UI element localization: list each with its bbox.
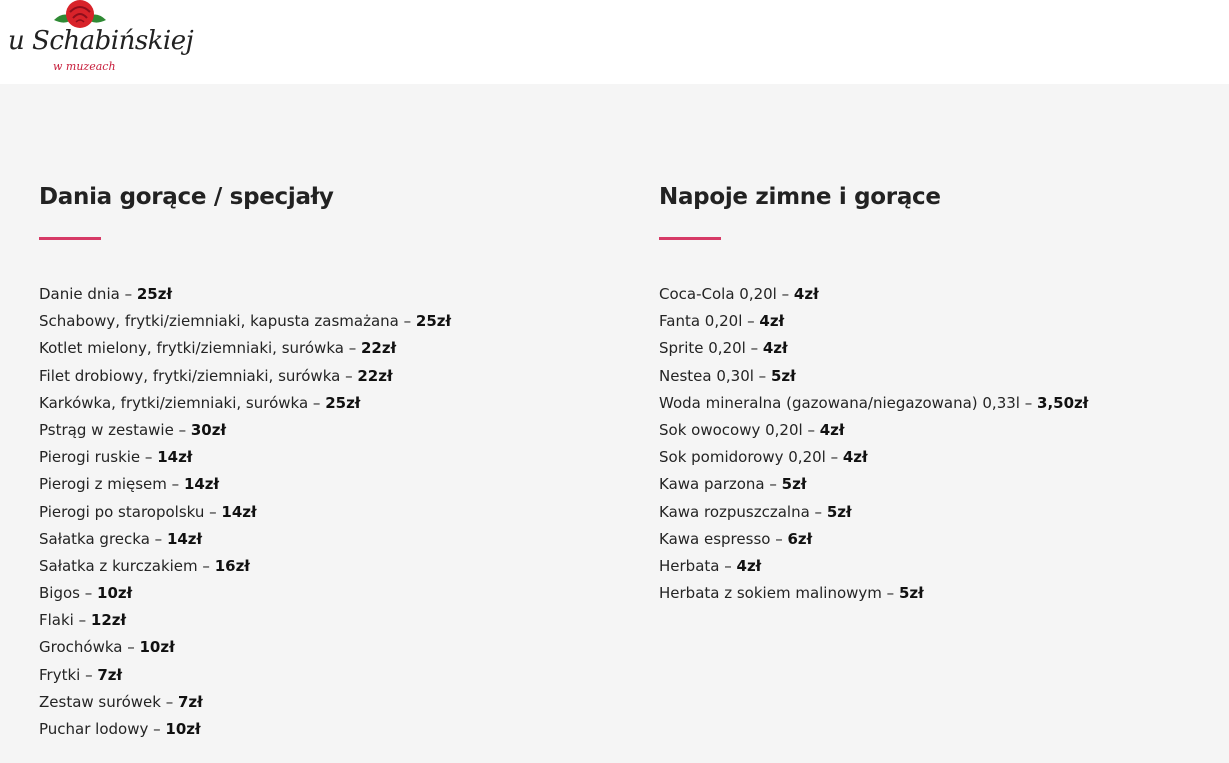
menu-item bbox=[39, 529, 599, 556]
price-separator: – bbox=[719, 556, 737, 575]
menu-item-price: 7zł bbox=[178, 692, 203, 711]
price-separator: – bbox=[340, 366, 358, 385]
menu-item-price: 7zł bbox=[97, 665, 123, 684]
menu-item-price: 4zł bbox=[762, 339, 788, 358]
menu-item-name: Flaki bbox=[39, 611, 74, 630]
menu-item-name: Pierogi z mięsem bbox=[39, 475, 167, 494]
price-separator: – bbox=[166, 475, 184, 494]
menu-item-name: Fanta 0,20l bbox=[659, 312, 743, 331]
menu-item-name: Woda mineralna (gazowana/niegazowana) 0,33l bbox=[659, 393, 1020, 412]
menu-item bbox=[659, 502, 1219, 529]
menu-item-name: Sałatka grecka bbox=[39, 529, 150, 548]
menu-item bbox=[39, 366, 599, 393]
menu-item bbox=[659, 393, 1219, 420]
menu-item bbox=[39, 447, 599, 474]
logo[interactable] bbox=[8, 0, 194, 80]
menu-item-price: 5zł bbox=[770, 366, 796, 385]
menu-item-name: Nestea 0,30l bbox=[659, 366, 754, 385]
menu-item-name: Pierogi ruskie bbox=[39, 448, 141, 467]
menu-item bbox=[659, 447, 1219, 474]
menu-item-price: 5zł bbox=[781, 475, 807, 494]
logo-title: u Schabińskiej bbox=[8, 26, 194, 56]
menu-item-price: 10zł bbox=[165, 720, 201, 738]
menu-item-price: 14zł bbox=[157, 448, 193, 467]
menu-item-name: Zestaw surówek bbox=[39, 692, 161, 711]
menu-item-price: 14zł bbox=[183, 475, 220, 494]
menu-item bbox=[39, 583, 599, 610]
menu-item bbox=[659, 311, 1219, 338]
price-separator: – bbox=[140, 448, 158, 467]
menu-item-price: 4zł bbox=[819, 420, 845, 439]
menu-item-name: Herbata bbox=[659, 556, 720, 575]
menu-item-price: 25zł bbox=[136, 285, 173, 303]
price-separator: – bbox=[770, 529, 788, 548]
price-separator: – bbox=[764, 475, 782, 494]
price-separator: – bbox=[809, 502, 827, 521]
site-header bbox=[0, 0, 1229, 84]
menu-item-name: Kawa espresso bbox=[659, 529, 771, 548]
menu-item-name: Grochówka bbox=[39, 638, 123, 657]
menu-item bbox=[39, 665, 599, 692]
menu-item-name: Sok pomidorowy 0,20l bbox=[659, 448, 826, 467]
menu-item-price: 14zł bbox=[166, 529, 203, 548]
menu-item bbox=[39, 474, 599, 501]
menu-item-price: 22zł bbox=[360, 339, 397, 358]
title-divider bbox=[39, 237, 101, 240]
menu-item-price: 10zł bbox=[139, 638, 175, 657]
price-separator: – bbox=[149, 529, 167, 548]
menu-item bbox=[39, 637, 599, 664]
menu-item bbox=[39, 284, 599, 311]
menu-item bbox=[659, 420, 1219, 447]
price-separator: – bbox=[745, 339, 763, 358]
menu-item-name: Frytki bbox=[39, 665, 81, 684]
menu-item-price: 4zł bbox=[793, 285, 819, 303]
menu-item-name: Pierogi po staropolsku bbox=[39, 502, 205, 521]
menu-item-name: Sok owocowy 0,20l bbox=[659, 420, 803, 439]
price-separator: – bbox=[742, 312, 760, 331]
price-separator: – bbox=[122, 638, 140, 657]
menu-item bbox=[659, 556, 1219, 583]
price-separator: – bbox=[173, 420, 191, 439]
menu-item-price: 4zł bbox=[842, 448, 868, 467]
menu-item-name: Herbata z sokiem malinowym bbox=[659, 584, 882, 603]
menu-item-name: Schabowy, frytki/ziemniaki, kapusta zasmażana bbox=[39, 312, 399, 331]
menu-item-price: 5zł bbox=[898, 584, 924, 603]
price-separator: – bbox=[160, 692, 178, 711]
menu-item-name: Danie dnia bbox=[39, 285, 120, 303]
menu-item bbox=[39, 719, 599, 746]
menu-item-name: Bigos bbox=[39, 584, 80, 603]
menu-item-name: Pstrąg w zestawie bbox=[39, 420, 174, 439]
menu-list bbox=[659, 284, 1219, 610]
menu-item-price: 4zł bbox=[736, 556, 762, 575]
section-title: Napoje zimne i gorące bbox=[659, 184, 941, 210]
menu-item-price: 25zł bbox=[325, 393, 361, 412]
menu-item bbox=[39, 393, 599, 420]
menu-item-name: Sałatka z kurczakiem bbox=[39, 556, 198, 575]
menu-item-name: Kotlet mielony, frytki/ziemniaki, surówka bbox=[39, 339, 344, 358]
drinks-section bbox=[659, 184, 1219, 610]
menu-item bbox=[39, 338, 599, 365]
menu-item bbox=[39, 556, 599, 583]
menu-item bbox=[659, 284, 1219, 311]
menu-item-name: Filet drobiowy, frytki/ziemniaki, surówka bbox=[39, 366, 341, 385]
price-separator: – bbox=[197, 556, 215, 575]
menu-item bbox=[39, 692, 599, 719]
price-separator: – bbox=[776, 285, 794, 303]
section-title: Dania gorące / specjały bbox=[39, 184, 334, 210]
menu-item-price: 25zł bbox=[415, 312, 452, 331]
price-separator: – bbox=[825, 448, 843, 467]
price-separator: – bbox=[1019, 393, 1038, 412]
menu-item bbox=[659, 583, 1219, 610]
menu-item bbox=[659, 474, 1219, 501]
price-separator: – bbox=[343, 339, 361, 358]
price-separator: – bbox=[79, 584, 98, 603]
price-separator: – bbox=[148, 720, 166, 738]
menu-item-price: 12zł bbox=[90, 611, 127, 630]
menu-item bbox=[39, 311, 599, 338]
menu-item-name: Puchar lodowy bbox=[39, 720, 149, 738]
price-separator: – bbox=[398, 312, 416, 331]
menu-item-name: Sprite 0,20l bbox=[659, 339, 746, 358]
menu-item bbox=[39, 610, 599, 637]
price-separator: – bbox=[204, 502, 222, 521]
price-separator: – bbox=[80, 665, 98, 684]
menu-item bbox=[39, 420, 599, 447]
menu-item-price: 22zł bbox=[357, 366, 393, 385]
menu-item-name: Kawa rozpuszczalna bbox=[659, 502, 810, 521]
menu-item-name: Kawa parzona bbox=[659, 475, 765, 494]
menu-item-price: 4zł bbox=[759, 312, 785, 331]
menu-item bbox=[659, 338, 1219, 365]
menu-list bbox=[39, 284, 599, 746]
price-separator: – bbox=[802, 420, 820, 439]
menu-item-price: 10zł bbox=[97, 584, 133, 603]
hot-dishes-section bbox=[39, 184, 599, 746]
menu-item-price: 30zł bbox=[190, 420, 227, 439]
menu-item-price: 5zł bbox=[826, 502, 852, 521]
menu-item bbox=[659, 366, 1219, 393]
menu-item-price: 6zł bbox=[787, 529, 813, 548]
menu-item-price: 3,50zł bbox=[1037, 393, 1089, 412]
price-separator: – bbox=[308, 393, 326, 412]
menu-item-price: 16zł bbox=[214, 556, 250, 575]
title-divider bbox=[659, 237, 721, 240]
menu-item-name: Coca-Cola 0,20l bbox=[659, 285, 777, 303]
menu-item-name: Karkówka, frytki/ziemniaki, surówka bbox=[39, 393, 309, 412]
menu-item bbox=[659, 529, 1219, 556]
menu-item bbox=[39, 502, 599, 529]
price-separator: – bbox=[73, 611, 91, 630]
price-separator: – bbox=[753, 366, 771, 385]
menu-item-price: 14zł bbox=[221, 502, 257, 521]
logo-subtitle: w muzeach bbox=[53, 60, 116, 73]
price-separator: – bbox=[881, 584, 899, 603]
price-separator: – bbox=[119, 285, 137, 303]
